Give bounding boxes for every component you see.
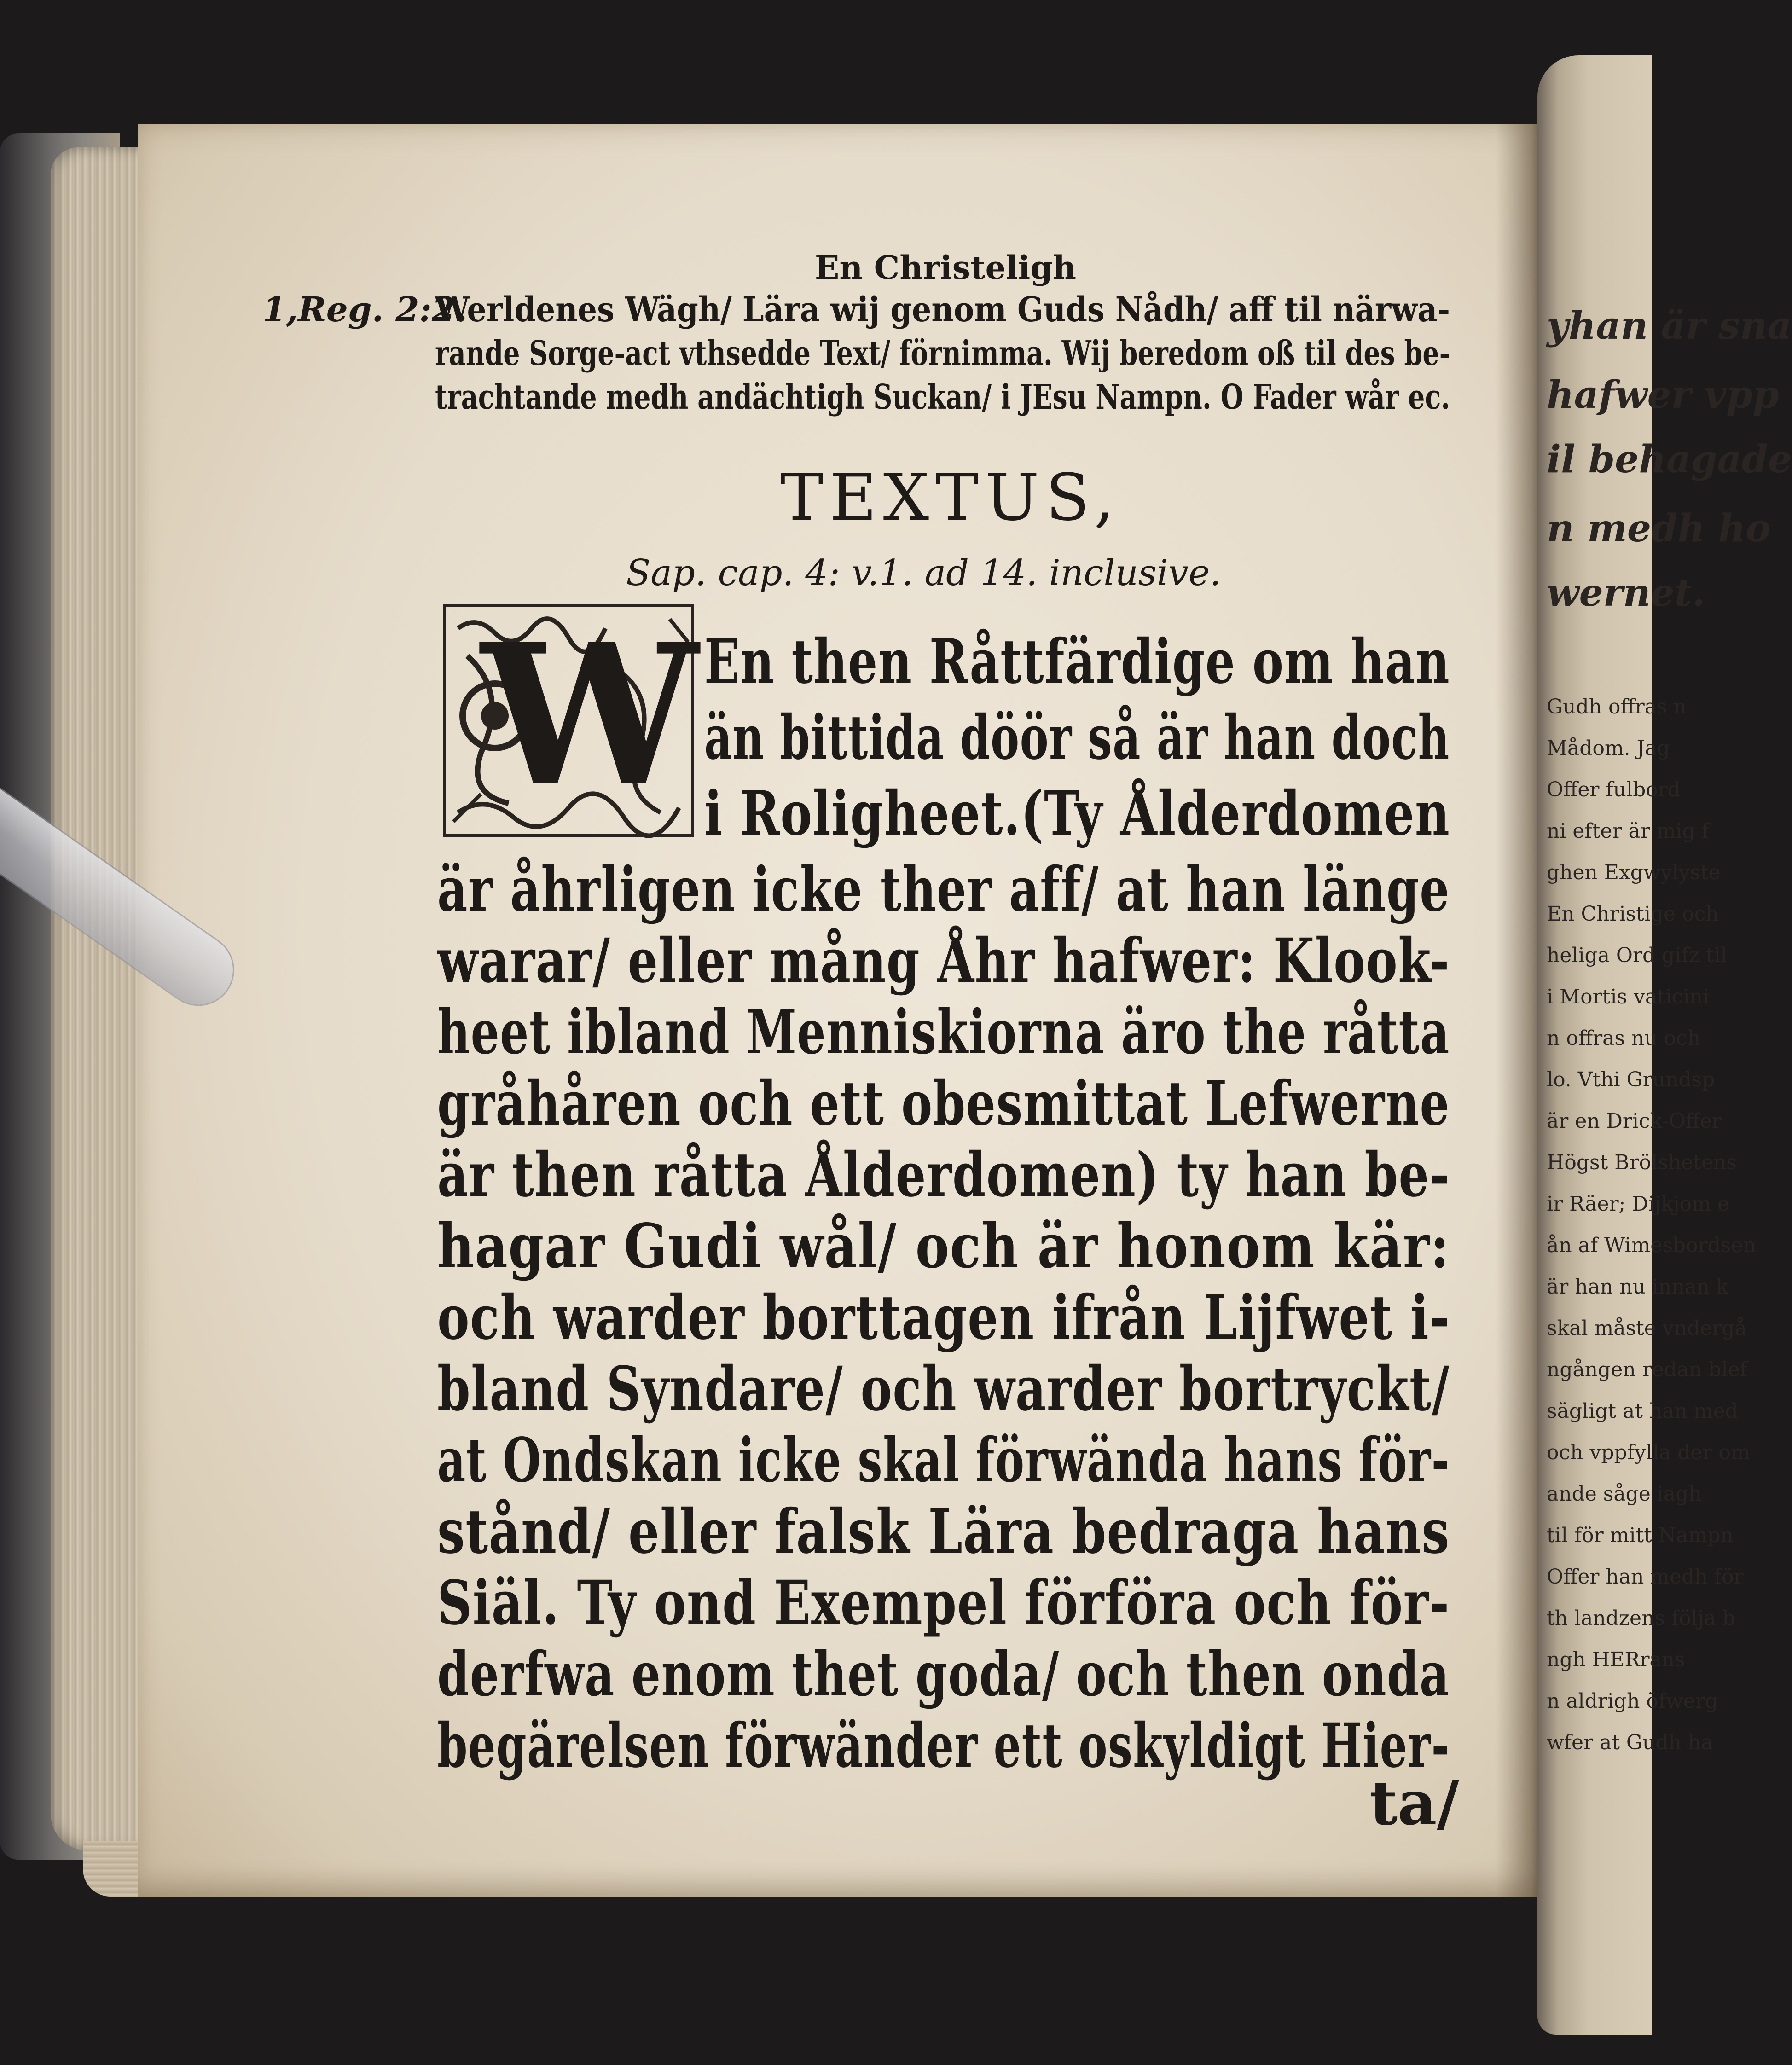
facing-line: Offer fulbord xyxy=(1547,778,1681,801)
facing-line: Offer han medh för xyxy=(1547,1565,1744,1589)
catchword: ta/ xyxy=(1369,1768,1459,1839)
facing-line: heliga Ord gifz til xyxy=(1547,944,1727,967)
facing-line: th landzens följa b xyxy=(1547,1607,1735,1630)
facing-line: ån af Wimesbordsen xyxy=(1547,1234,1756,1257)
facing-line: hafwer vpp xyxy=(1547,373,1779,417)
body-line: heet ibland Menniskiorna äro the råtta xyxy=(437,997,1450,1068)
intro-line: rande Sorge-act vthsedde Text/ förnimma. Wij beredom oß til des be- xyxy=(435,334,1450,373)
body-line: i Rolighеet.(Ty Ålderdomen xyxy=(704,778,1450,849)
facing-line: ghen Exgwylyste xyxy=(1547,861,1721,884)
facing-line: ngången redan blef xyxy=(1547,1358,1747,1381)
facing-line: skal måste vndergå xyxy=(1547,1317,1747,1340)
body-line: Siäl. Ty ond Exempel förföra och för- xyxy=(437,1567,1450,1639)
body-line: är åhrligen icke ther aff/ at han länge xyxy=(437,854,1450,925)
body-line: derfwa enom thet goda/ och then onda xyxy=(437,1639,1450,1710)
facing-line: Mådom. Jag xyxy=(1547,737,1670,760)
facing-line: il behagade xyxy=(1547,437,1792,481)
facing-line: yhan är sna xyxy=(1547,304,1792,348)
facing-line: lo. Vthi Grundsp xyxy=(1547,1068,1715,1091)
intro-line: Werldenes Wägh/ Lära wij genom Guds Nådh/ aff til närwa- xyxy=(435,290,1450,330)
body-line: bland Syndare/ och warder bortryckt/ xyxy=(437,1353,1450,1425)
body-line: En then Råttfärdige om han xyxy=(704,626,1450,697)
body-line: är then råtta Ålderdomen) ty han be- xyxy=(437,1139,1450,1211)
facing-line: ande såge iagh xyxy=(1547,1482,1702,1506)
facing-line: är en Drick-Offer xyxy=(1547,1109,1722,1133)
body-line: och warder borttagen ifrån Lijfwet i- xyxy=(437,1282,1450,1353)
body-line: gråhåren och ett obesmittat Lefwerne xyxy=(437,1068,1450,1139)
facing-line: wfer at Gudh ha xyxy=(1547,1731,1713,1754)
facing-line: til för mitt Nampn xyxy=(1547,1524,1734,1547)
facing-page xyxy=(1537,55,1792,2035)
facing-line: wernet. xyxy=(1547,571,1705,615)
body-line: hagar Gudi wål/ och är honom kär: xyxy=(437,1211,1450,1282)
body-line: än bittida döör så är han doch xyxy=(704,702,1450,773)
facing-line: ir Räer; Dijkjom e xyxy=(1547,1192,1729,1216)
body-line: stånd/ eller falsk Lära bedraga hans xyxy=(437,1496,1450,1567)
decorated-initial xyxy=(440,601,697,840)
facing-line: i Mortis vaticini xyxy=(1547,985,1709,1009)
facing-line: En Christige och xyxy=(1547,902,1719,926)
facing-line: Högst Brölshetens xyxy=(1547,1151,1737,1174)
margin-reference: 1,Reg. 2:2. xyxy=(262,290,468,330)
body-line: at Ondskan icke skal förwända hans för- xyxy=(437,1425,1450,1496)
facing-line: n aldrigh öfwerg xyxy=(1547,1689,1718,1713)
body-line: begärelsen förwänder ett oskyldigt Hier- xyxy=(437,1710,1450,1781)
scripture-citation: Sap. cap. 4: v.1. ad 14. inclusive. xyxy=(626,552,1221,594)
body-line: warar/ eller mång Åhr hafwer: Klook- xyxy=(437,925,1450,997)
facing-line: ngh HERrans xyxy=(1547,1648,1685,1671)
running-head: En Christeligh xyxy=(815,249,1076,287)
facing-line: och vppfylla der om xyxy=(1547,1441,1750,1464)
facing-line: ni efter är mig f xyxy=(1547,819,1709,843)
facing-line: n medh ho xyxy=(1547,506,1771,551)
facing-line: är han nu innan k xyxy=(1547,1275,1728,1299)
facing-line: sägligt at han med xyxy=(1547,1399,1738,1423)
intro-line: trachtande medh andächtigh Suckan/ i JEsu Nampn. O Fader wår ec. xyxy=(435,377,1450,417)
facing-line: Gudh offras n xyxy=(1547,695,1687,719)
facing-line: n offras nu och xyxy=(1547,1027,1701,1050)
section-heading: TEXTUS, xyxy=(780,460,1121,535)
initial-letter: W xyxy=(481,602,698,829)
